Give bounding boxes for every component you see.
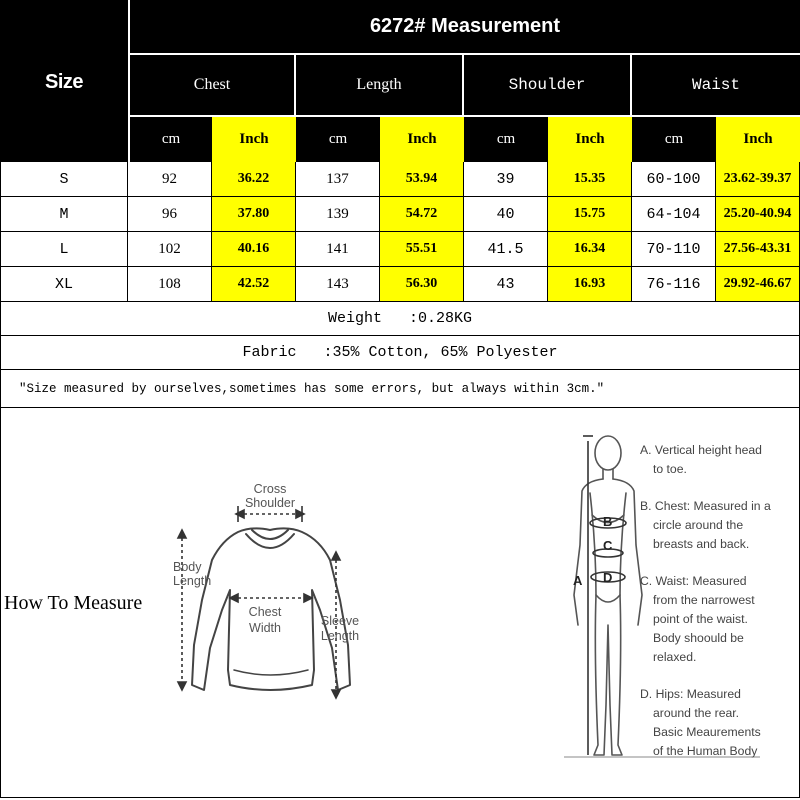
inch-value-cell: 23.62-39.37 [716, 162, 800, 197]
cm-value-cell: 60-100 [632, 162, 716, 197]
header-length: Length [296, 55, 464, 117]
weight-row [0, 302, 800, 336]
inch-value-cell: 36.22 [212, 162, 296, 197]
note-d-line-3: Basic Meaurements [653, 725, 761, 739]
inch-value-cell: 27.56-43.31 [716, 232, 800, 267]
cross-shoulder-label-1: Cross [253, 482, 287, 496]
body-length-label-1: Body [173, 560, 202, 574]
cm-value-cell: 41.5 [464, 232, 548, 267]
cm-value-cell: 40 [464, 197, 548, 232]
note-d-line-4: of the Human Body [653, 744, 758, 758]
size-cell: XL [0, 267, 128, 302]
size-header: Size [44, 71, 84, 93]
unit-inch: Inch [380, 117, 464, 162]
inch-value-cell: 29.92-46.67 [716, 267, 800, 302]
inch-value-cell: 16.93 [548, 267, 632, 302]
note-b [640, 497, 800, 554]
cm-value-cell: 143 [296, 267, 380, 302]
unit-cm: cm [296, 117, 380, 162]
shirt-measure-diagram [160, 470, 380, 720]
note-c-line-3: point of the waist. [653, 612, 748, 626]
header-shoulder: Shoulder [464, 55, 632, 117]
note-c-line-1: C. Waist: Measured [640, 574, 747, 588]
note-a-line-2: to toe. [653, 462, 687, 476]
marker-b: B [603, 514, 613, 529]
sleeve-length-label-1: Sleeve [320, 614, 360, 628]
marker-d: D [603, 570, 613, 585]
marker-c: C [603, 538, 613, 553]
size-cell: L [0, 232, 128, 267]
chest-width-label-2: Width [249, 621, 281, 635]
inch-value-cell: 15.75 [548, 197, 632, 232]
cm-value-cell: 76-116 [632, 267, 716, 302]
header-chest: Chest [128, 55, 296, 117]
size-cell: S [0, 162, 128, 197]
inch-value-cell: 15.35 [548, 162, 632, 197]
marker-a: A [573, 573, 583, 588]
inch-value-cell: 56.30 [380, 267, 464, 302]
unit-inch: Inch [716, 117, 800, 162]
inch-value-cell: 37.80 [212, 197, 296, 232]
inch-value-cell: 25.20-40.94 [716, 197, 800, 232]
cm-value-cell: 96 [128, 197, 212, 232]
cm-value-cell: 39 [464, 162, 548, 197]
cm-value-cell: 64-104 [632, 197, 716, 232]
note-text: "Size measured by ourselves,sometimes has some errors, but always within 3cm." [19, 381, 605, 396]
note-a [640, 441, 800, 479]
table-title: 6272# Measurement [128, 0, 800, 55]
note-b-line-2: circle around the [653, 518, 744, 532]
cm-value-cell: 139 [296, 197, 380, 232]
note-b-line-1: B. Chest: Measured in a [640, 499, 771, 513]
note-row [0, 370, 800, 408]
body-length-label-2: Length [173, 574, 212, 588]
note-b-line-3: breasts and back. [653, 537, 750, 551]
cm-value-cell: 102 [128, 232, 212, 267]
unit-inch: Inch [212, 117, 296, 162]
note-c-line-4: Body shoould be [653, 631, 744, 645]
note-c-line-2: from the narrowest [653, 593, 755, 607]
size-cell: M [0, 197, 128, 232]
note-d [640, 685, 800, 761]
body-notes [640, 441, 800, 761]
fabric-text: Fabric :35% Cotton, 65% Polyester [242, 344, 558, 361]
inch-value-cell: 55.51 [380, 232, 464, 267]
cm-value-cell: 137 [296, 162, 380, 197]
unit-cm: cm [632, 117, 716, 162]
header-waist: Waist [632, 55, 800, 117]
how-to-measure-label: How To Measure [4, 592, 143, 614]
note-d-line-1: D. Hips: Measured [640, 687, 741, 701]
inch-value-cell: 53.94 [380, 162, 464, 197]
cm-value-cell: 141 [296, 232, 380, 267]
sleeve-length-label-2: Length [320, 629, 360, 643]
inch-value-cell: 16.34 [548, 232, 632, 267]
note-d-line-2: around the rear. [653, 706, 740, 720]
cross-shoulder-label-2: Shoulder [244, 496, 296, 510]
inch-value-cell: 54.72 [380, 197, 464, 232]
inch-value-cell: 40.16 [212, 232, 296, 267]
note-a-line-1: A. Vertical height head [640, 443, 762, 457]
cm-value-cell: 70-110 [632, 232, 716, 267]
cm-value-cell: 108 [128, 267, 212, 302]
weight-text: Weight :0.28KG [327, 310, 473, 327]
unit-inch: Inch [548, 117, 632, 162]
note-c [640, 572, 800, 667]
cm-value-cell: 92 [128, 162, 212, 197]
unit-cm: cm [128, 117, 212, 162]
cm-value-cell: 43 [464, 267, 548, 302]
inch-value-cell: 42.52 [212, 267, 296, 302]
chest-width-label-1: Chest [248, 605, 282, 619]
note-c-line-5: relaxed. [653, 650, 697, 664]
fabric-row [0, 336, 800, 370]
unit-cm: cm [464, 117, 548, 162]
